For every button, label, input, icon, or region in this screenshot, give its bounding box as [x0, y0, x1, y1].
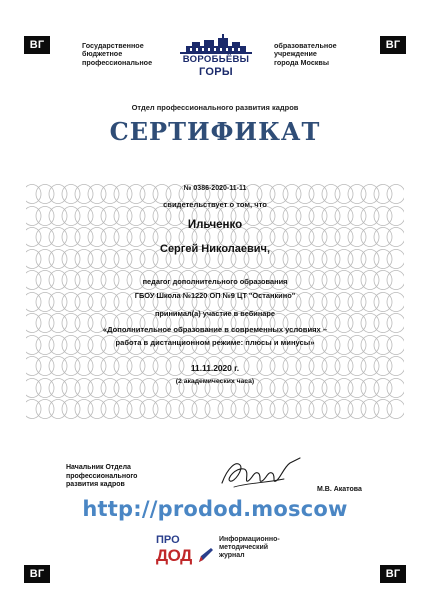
- header-right-line: образовательное: [274, 41, 337, 50]
- recipient-name: Сергей Николаевич,: [160, 243, 270, 255]
- brand-description: [219, 536, 280, 561]
- certificate-title: СЕРТИФИКАТ: [109, 117, 321, 146]
- webinar-title-line-2: работа в дистанционном режиме: плюсы и минусы»: [115, 338, 315, 347]
- prodod-journal-logo: [153, 532, 303, 572]
- header-left-text: [82, 42, 152, 67]
- department-name: Отдел профессионального развития кадров: [131, 103, 299, 112]
- logo-title-line: ГОРЫ: [199, 66, 233, 78]
- webinar-title-line-1: «Дополнительное образование в современных условиях –: [102, 325, 328, 334]
- header-right-line: учреждение: [274, 49, 317, 59]
- building-skyline-icon: [172, 34, 260, 56]
- header-left-line: Государственное: [82, 41, 144, 50]
- certificate-number: № 0386-2020-11-11: [183, 185, 247, 192]
- brand-pro-text: ПРО: [156, 534, 180, 546]
- signer-role: [66, 464, 137, 490]
- website-link[interactable]: http://prodod.moscow: [82, 497, 348, 521]
- guilloche-loop: [387, 400, 404, 419]
- corner-badge-bottom-right: ВГ: [380, 565, 406, 583]
- signer-role-line: профессионального: [66, 472, 138, 480]
- corner-badge-top-right: ВГ: [380, 36, 406, 54]
- corner-badge-top-left: ВГ: [24, 36, 50, 54]
- brand-dod-text: ДОД: [156, 546, 192, 565]
- header-left-line: профессиональное: [82, 57, 153, 67]
- signer-role-line: развития кадров: [66, 481, 125, 489]
- participation-text: принимал(а) участие в вебинаре: [154, 309, 276, 318]
- handwritten-signature: [214, 453, 304, 493]
- certifies-text: свидетельствует о том, что: [163, 200, 267, 209]
- brand-description-line: Информационно-: [219, 536, 280, 543]
- vorobyovy-gory-logo: [172, 34, 260, 90]
- recipient-surname: Ильченко: [187, 219, 243, 231]
- signer-name: М.В. Акатова: [317, 486, 362, 493]
- academic-hours: (2 академических часа): [175, 378, 255, 385]
- guilloche-row-pattern: [26, 398, 404, 420]
- brand-pencil-icon: [197, 546, 215, 564]
- recipient-position: педагог дополнительного образования: [142, 277, 288, 286]
- brand-description-line: журнал: [219, 552, 245, 560]
- header-left-line: бюджетное: [82, 49, 123, 59]
- header-right-text: [274, 42, 337, 67]
- logo-title-line: ВОРОБЬЁВЫ: [182, 54, 250, 65]
- guilloche-row: [26, 398, 404, 420]
- recipient-organization: ГБОУ Школа №1220 ОП №9 ЦТ "Останкино": [134, 291, 296, 300]
- brand-description-line: методический: [219, 544, 269, 552]
- webinar-date: 11.11.2020 г.: [190, 363, 240, 373]
- header: [60, 30, 370, 90]
- header-right-line: города Москвы: [274, 57, 329, 67]
- signer-role-line: Начальник Отдела: [66, 464, 131, 471]
- corner-badge-bottom-left: ВГ: [24, 565, 50, 583]
